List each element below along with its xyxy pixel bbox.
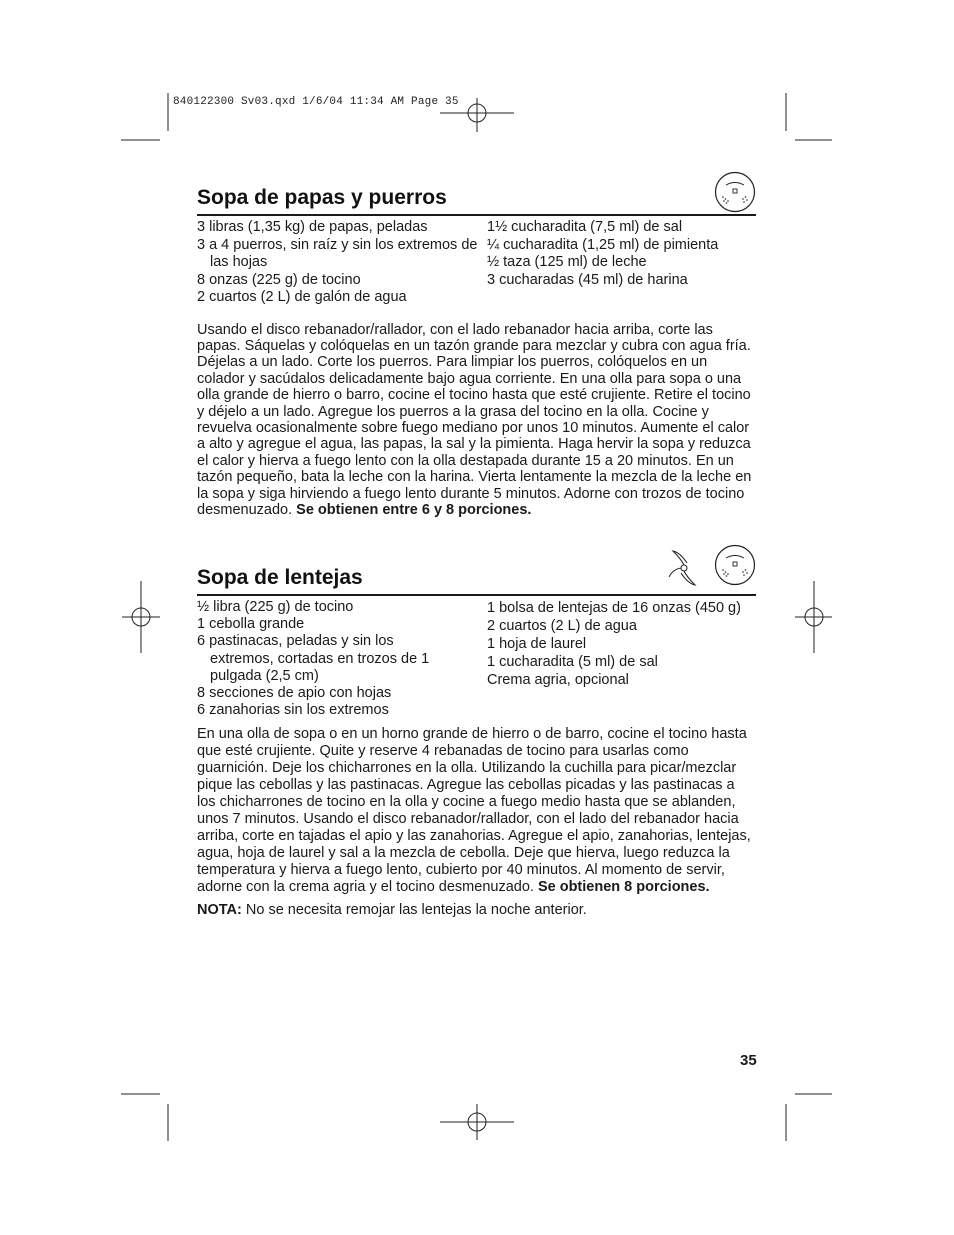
recipe-yield: Se obtienen entre 6 y 8 porciones.	[296, 501, 532, 518]
ingredient: 6 zanahorias sin los extremos	[197, 702, 389, 719]
ingredient: 1 cucharadita (5 ml) de sal	[487, 654, 658, 670]
ingredient: 6 pastinacas, peladas y sin los extremos, cortadas en trozos de 1 pulgada (2,5 cm)	[197, 633, 430, 684]
ingredients-column-right	[487, 599, 756, 719]
ingredient: ½ libra (225 g) de tocino	[197, 599, 354, 615]
ingredients-list	[197, 219, 756, 307]
recipe-title: Sopa de lentejas	[197, 566, 363, 589]
recipe-section	[197, 186, 756, 518]
instructions-text: En una olla de sopa o en un horno grande de hierro o de barro, cocine el tocino hasta que esté crujiente. Quite y reserve 4 rebanadas de tocino para usarlas como guarnición. Deje los chicharrones en la olla. Utilizando la cuchilla para picar/mezclar pique las cebollas y las pastinacas. Agregue las cebollas picadas y las pastinacas a los chicharrones de tocino en la olla y cocine a fuego medio hasta que se ablanden, unos 7 minutos. Usando el disco rebanador/rallador, con el lado del rebanador hacia arriba, corte en tajadas el apio y las zanahorias. Agregue el apio, zanahorias, lentejas, agua, hoja de laurel y sal a la mezcla de cebolla. Deje que hierva, luego reduzca la temperatura y hierva a fuego lento, cubierto por 40 minutos. Al momento de servir, adorne con la crema agria y el tocino desmenuzado.	[197, 726, 751, 896]
recipe-title: Sopa de papas y puerros	[197, 186, 447, 209]
ingredient: 3 a 4 puerros, sin raíz y sin los extremos de las hojas	[197, 236, 478, 270]
page-number: 35	[740, 1052, 757, 1069]
ingredients-column-left	[197, 219, 487, 307]
slicer-disc-icon	[714, 171, 756, 213]
ingredient: ¼ cucharadita (1,25 ml) de pimienta	[487, 236, 719, 253]
ingredient: 1 cebolla grande	[197, 616, 305, 633]
ingredients-column-right	[487, 219, 756, 307]
ingredient: 8 secciones de apio con hojas	[197, 685, 392, 702]
ingredient: 1 hoja de laurel	[487, 636, 587, 652]
ingredient: 2 cuartos (2 L) de agua	[487, 618, 637, 634]
ingredients-list	[197, 599, 756, 719]
title-rule	[197, 214, 756, 216]
recipe-instructions	[197, 726, 756, 896]
ingredient: ½ taza (125 ml) de leche	[487, 254, 647, 270]
slicer-disc-icon	[714, 544, 756, 586]
instructions-text: Usando el disco rebanador/rallador, con el lado rebanador hacia arriba, corte las papas. Sáquelas y colóquelas en un tazón grande para mezclar y cubra con agua fría. Déjelas a un lado. Corte los puerros. Para limpiar los puerros, colóquelos en un colador y sacúdalos delicadamente bajo agua corriente. En una olla para sopa o una olla grande de hierro o barro, cocine el tocino hasta que esté crujiente. Retire el tocino y déjelo a un lado. Agregue los puerros a la grasa del tocino en la olla. Cocine y revuelva ocasionalmente sobre fuego mediano por unos 10 minutos. Aumente el calor a alto y agregue el agua, las papas, la sal y la pimienta. Haga hervir la sopa y reduzca el calor y hierva a fuego lento con la olla destapada durante 15 a 20 minutos. En un tazón pequeño, bata la leche con la harina. Vierta lentamente la mezcla de la leche en la sopa y siga hirviendo a fuego lento durante 5 minutos. Adorne con trozos de tocino desmenuzado.	[197, 321, 752, 518]
ingredient: 1½ cucharadita (7,5 ml) de sal	[487, 219, 683, 235]
note-text: No se necesita remojar las lentejas la noche anterior.	[245, 902, 587, 919]
recipe-section	[197, 566, 756, 919]
ingredient: 1 bolsa de lentejas de 16 onzas (450 g)	[487, 600, 741, 616]
chopping-blade-icon	[663, 547, 705, 589]
note-label: NOTA:	[197, 902, 242, 919]
title-rule	[197, 594, 756, 596]
ingredient: 3 cucharadas (45 ml) de harina	[487, 271, 688, 288]
recipe-note	[197, 902, 756, 918]
ingredients-column-left	[197, 599, 487, 719]
ingredient: 8 onzas (225 g) de tocino	[197, 271, 361, 288]
file-slug: 840122300 Sv03.qxd 1/6/04 11:34 AM Page 35	[173, 96, 459, 108]
ingredient: 2 cuartos (2 L) de galón de agua	[197, 289, 407, 305]
recipe-instructions	[197, 322, 756, 519]
ingredient: Crema agria, opcional	[487, 672, 629, 688]
ingredient: 3 libras (1,35 kg) de papas, peladas	[197, 219, 428, 235]
recipe-yield: Se obtienen 8 porciones.	[537, 879, 710, 896]
